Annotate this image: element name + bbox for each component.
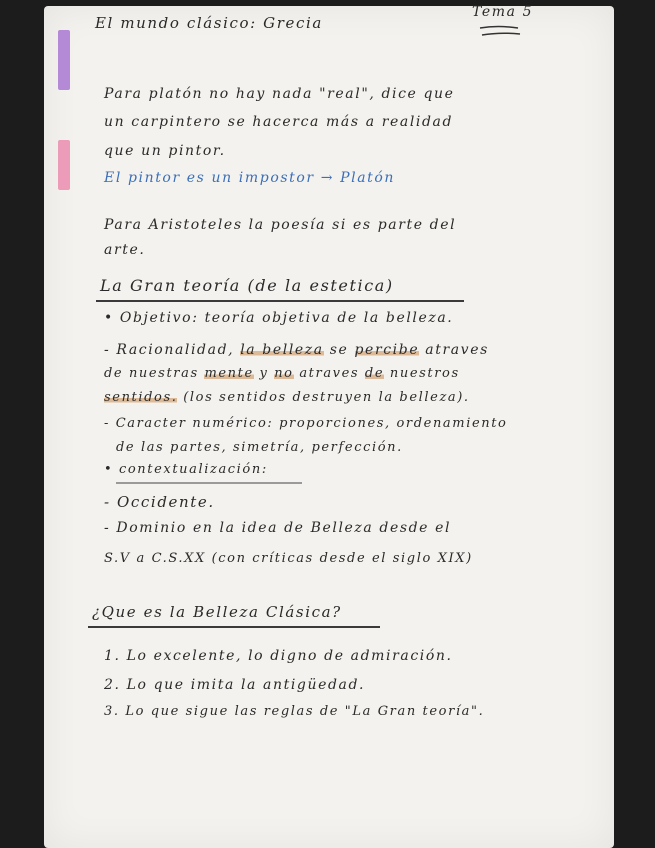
intro-line-4: El pintor es un impostor → Platón	[104, 170, 396, 186]
highlight-mente: mente	[204, 366, 254, 381]
contextualizacion-underline	[116, 482, 302, 484]
tema-underline	[478, 24, 522, 38]
highlight-sentidos: sentidos.	[104, 390, 178, 405]
section-heading-gran-teoria: La Gran teoría (de la estetica)	[100, 276, 394, 295]
racionalidad-line	[104, 342, 489, 358]
dominio-line: - Dominio en la idea de Belleza desde el	[104, 520, 452, 536]
mente-text-e: atraves	[293, 366, 365, 381]
list-item-3: 3. Lo que sigue las reglas de "La Gran teoría".	[104, 704, 485, 719]
siglo-line: S.V a C.S.XX (con críticas desde el siglo XIX)	[104, 551, 473, 566]
highlight-percibe: percibe	[354, 342, 420, 358]
highlight-no: no	[274, 366, 294, 381]
list-item-2: 2. Lo que imita la antigüedad.	[104, 677, 366, 693]
sentidos-line	[104, 390, 470, 405]
contextualizacion-line: • contextualización:	[104, 462, 268, 477]
highlight-de: de	[364, 366, 385, 381]
list-item-1: 1. Lo excelente, lo digno de admiración.	[104, 648, 453, 664]
racionalidad-text-c: se	[323, 342, 355, 358]
section2-underline	[88, 626, 380, 628]
sentidos-text-b: (los sentidos destruyen la belleza).	[177, 390, 470, 405]
objetivo-line: • Objetivo: teoría objetiva de la belleza.	[104, 310, 454, 326]
intro-line-3: que un pintor.	[104, 143, 226, 159]
pink-page-tab	[58, 140, 70, 190]
partes-line: de las partes, simetría, perfección.	[116, 440, 403, 455]
racionalidad-text-e: atraves	[419, 342, 489, 358]
intro-line-2: un carpintero se hacerca más a realidad	[104, 114, 454, 130]
occidente-line: - Occidente.	[104, 493, 215, 511]
intro-line-5: Para Aristoteles la poesía si es parte del	[104, 217, 457, 233]
mente-text-g: nuestros	[384, 366, 460, 381]
mente-line	[104, 366, 460, 381]
caracter-line: - Caracter numérico: proporciones, ordenamiento	[104, 416, 508, 431]
tema-label: Tema 5	[472, 4, 534, 20]
racionalidad-text-a: - Racionalidad,	[104, 342, 241, 358]
purple-page-tab	[58, 30, 70, 90]
heading-underline	[96, 300, 464, 302]
section-heading-belleza-clasica: ¿Que es la Belleza Clásica?	[92, 603, 342, 621]
mente-text-a: de nuestras	[104, 366, 205, 381]
intro-line-1: Para platón no hay nada "real", dice que	[104, 86, 455, 102]
page-title: El mundo clásico: Grecia	[95, 14, 323, 32]
mente-text-c: y	[253, 366, 275, 381]
intro-line-6: arte.	[104, 242, 146, 258]
highlight-la-belleza: la belleza	[240, 342, 324, 358]
